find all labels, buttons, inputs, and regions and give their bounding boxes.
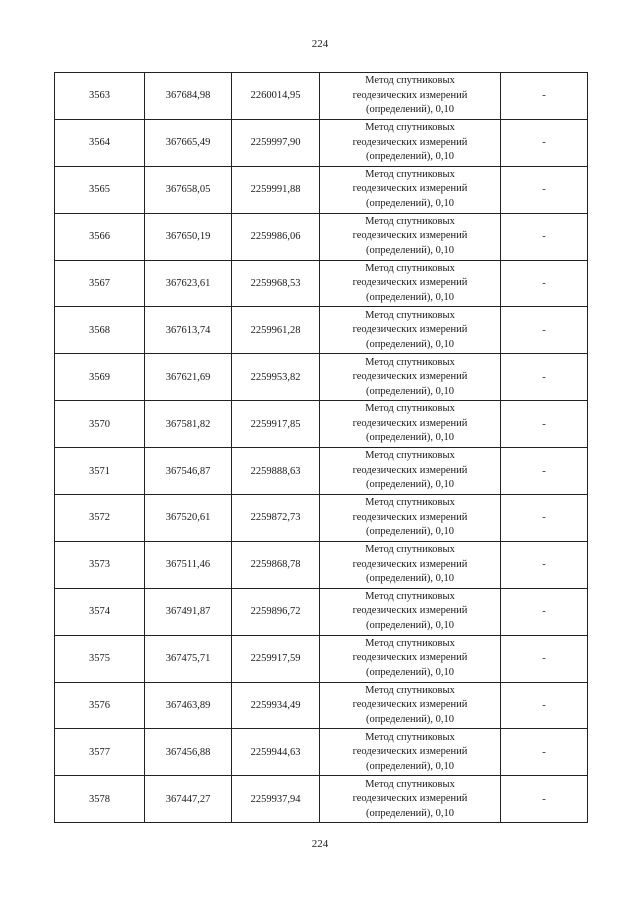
- table-row: [55, 635, 588, 682]
- y-coordinate-cell: 2259986,06: [232, 213, 320, 260]
- method-line: (определений), 0,10: [365, 573, 455, 585]
- method-line: (определений), 0,10: [365, 197, 455, 209]
- method-line: геодезических измерений: [352, 324, 468, 336]
- y-coordinate-cell: 2259888,63: [232, 448, 320, 495]
- table-row: [55, 776, 588, 823]
- method-cell: [320, 776, 501, 823]
- x-coordinate-cell: 367623,61: [145, 260, 232, 307]
- x-coordinate-cell: 367684,98: [145, 73, 232, 120]
- method-line: Метод спутниковых: [365, 262, 455, 274]
- table-row: [55, 401, 588, 448]
- note-cell: -: [501, 307, 588, 354]
- y-coordinate-cell: 2259937,94: [232, 776, 320, 823]
- point-number-cell: 3573: [55, 541, 145, 588]
- table-row: [55, 729, 588, 776]
- x-coordinate-cell: 367621,69: [145, 354, 232, 401]
- x-coordinate-cell: 367456,88: [145, 729, 232, 776]
- point-number-cell: 3567: [55, 260, 145, 307]
- point-number-cell: 3565: [55, 166, 145, 213]
- point-number-cell: 3575: [55, 635, 145, 682]
- method-line: Метод спутниковых: [365, 75, 455, 87]
- note-cell: -: [501, 260, 588, 307]
- y-coordinate-cell: 2259934,49: [232, 682, 320, 729]
- method-line: геодезических измерений: [352, 136, 468, 148]
- method-line: геодезических измерений: [352, 746, 468, 758]
- method-line: Метод спутниковых: [365, 544, 455, 556]
- method-line: геодезических измерений: [352, 464, 468, 476]
- method-line: (определений), 0,10: [365, 338, 455, 350]
- method-line: Метод спутниковых: [365, 684, 455, 696]
- table-row: [55, 307, 588, 354]
- method-cell: [320, 541, 501, 588]
- method-line: геодезических измерений: [352, 183, 468, 195]
- method-line: геодезических измерений: [352, 605, 468, 617]
- method-line: Метод спутниковых: [365, 403, 455, 415]
- table-row: [55, 166, 588, 213]
- y-coordinate-cell: 2259917,85: [232, 401, 320, 448]
- page-number-bottom: 224: [311, 838, 329, 850]
- method-line: Метод спутниковых: [365, 450, 455, 462]
- note-cell: -: [501, 354, 588, 401]
- x-coordinate-cell: 367658,05: [145, 166, 232, 213]
- method-line: Метод спутниковых: [365, 637, 455, 649]
- method-cell: [320, 73, 501, 120]
- method-line: Метод спутниковых: [365, 168, 455, 180]
- method-cell: [320, 260, 501, 307]
- method-cell: [320, 119, 501, 166]
- method-cell: [320, 448, 501, 495]
- note-cell: -: [501, 729, 588, 776]
- point-number-cell: 3570: [55, 401, 145, 448]
- method-line: (определений), 0,10: [365, 526, 455, 538]
- table-row: [55, 260, 588, 307]
- method-cell: [320, 401, 501, 448]
- x-coordinate-cell: 367491,87: [145, 588, 232, 635]
- point-number-cell: 3566: [55, 213, 145, 260]
- note-cell: -: [501, 119, 588, 166]
- method-cell: [320, 213, 501, 260]
- note-cell: -: [501, 776, 588, 823]
- table-row: [55, 448, 588, 495]
- method-line: (определений), 0,10: [365, 666, 455, 678]
- method-line: Метод спутниковых: [365, 356, 455, 368]
- method-line: (определений), 0,10: [365, 432, 455, 444]
- coordinates-table: [54, 72, 588, 823]
- table-row: [55, 682, 588, 729]
- method-line: геодезических измерений: [352, 230, 468, 242]
- point-number-cell: 3564: [55, 119, 145, 166]
- method-line: Метод спутниковых: [365, 215, 455, 227]
- y-coordinate-cell: 2259991,88: [232, 166, 320, 213]
- method-line: (определений), 0,10: [365, 291, 455, 303]
- table-row: [55, 213, 588, 260]
- method-line: геодезических измерений: [352, 652, 468, 664]
- y-coordinate-cell: 2259968,53: [232, 260, 320, 307]
- table-body: [55, 73, 588, 823]
- point-number-cell: 3576: [55, 682, 145, 729]
- method-line: (определений), 0,10: [365, 104, 455, 116]
- point-number-cell: 3574: [55, 588, 145, 635]
- note-cell: -: [501, 213, 588, 260]
- note-cell: -: [501, 73, 588, 120]
- y-coordinate-cell: 2259917,59: [232, 635, 320, 682]
- method-line: геодезических измерений: [352, 558, 468, 570]
- method-line: (определений), 0,10: [365, 151, 455, 163]
- table-row: [55, 541, 588, 588]
- point-number-cell: 3563: [55, 73, 145, 120]
- x-coordinate-cell: 367581,82: [145, 401, 232, 448]
- table-row: [55, 119, 588, 166]
- method-line: геодезических измерений: [352, 277, 468, 289]
- method-cell: [320, 588, 501, 635]
- x-coordinate-cell: 367613,74: [145, 307, 232, 354]
- x-coordinate-cell: 367650,19: [145, 213, 232, 260]
- method-cell: [320, 307, 501, 354]
- point-number-cell: 3578: [55, 776, 145, 823]
- table-row: [55, 588, 588, 635]
- table-row: [55, 354, 588, 401]
- method-line: (определений), 0,10: [365, 619, 455, 631]
- method-line: геодезических измерений: [352, 793, 468, 805]
- method-cell: [320, 635, 501, 682]
- method-line: Метод спутниковых: [365, 778, 455, 790]
- method-line: (определений), 0,10: [365, 385, 455, 397]
- method-cell: [320, 354, 501, 401]
- y-coordinate-cell: 2259961,28: [232, 307, 320, 354]
- x-coordinate-cell: 367546,87: [145, 448, 232, 495]
- method-line: Метод спутниковых: [365, 497, 455, 509]
- method-line: (определений), 0,10: [365, 713, 455, 725]
- note-cell: -: [501, 166, 588, 213]
- y-coordinate-cell: 2260014,95: [232, 73, 320, 120]
- note-cell: -: [501, 682, 588, 729]
- y-coordinate-cell: 2259896,72: [232, 588, 320, 635]
- method-line: (определений), 0,10: [365, 479, 455, 491]
- x-coordinate-cell: 367520,61: [145, 495, 232, 542]
- point-number-cell: 3568: [55, 307, 145, 354]
- x-coordinate-cell: 367475,71: [145, 635, 232, 682]
- x-coordinate-cell: 367665,49: [145, 119, 232, 166]
- page-number-top: 224: [311, 38, 329, 50]
- point-number-cell: 3577: [55, 729, 145, 776]
- method-line: геодезических измерений: [352, 371, 468, 383]
- table-row: [55, 495, 588, 542]
- method-line: Метод спутниковых: [365, 731, 455, 743]
- method-line: геодезических измерений: [352, 417, 468, 429]
- note-cell: -: [501, 495, 588, 542]
- method-line: (определений), 0,10: [365, 760, 455, 772]
- method-line: геодезических измерений: [352, 511, 468, 523]
- table-row: [55, 73, 588, 120]
- method-line: Метод спутниковых: [365, 590, 455, 602]
- point-number-cell: 3571: [55, 448, 145, 495]
- method-line: Метод спутниковых: [365, 122, 455, 134]
- y-coordinate-cell: 2259997,90: [232, 119, 320, 166]
- y-coordinate-cell: 2259868,78: [232, 541, 320, 588]
- method-line: Метод спутниковых: [365, 309, 455, 321]
- y-coordinate-cell: 2259953,82: [232, 354, 320, 401]
- x-coordinate-cell: 367511,46: [145, 541, 232, 588]
- x-coordinate-cell: 367463,89: [145, 682, 232, 729]
- method-line: геодезических измерений: [352, 89, 468, 101]
- method-cell: [320, 729, 501, 776]
- method-line: (определений), 0,10: [365, 244, 455, 256]
- y-coordinate-cell: 2259944,63: [232, 729, 320, 776]
- note-cell: -: [501, 635, 588, 682]
- note-cell: -: [501, 588, 588, 635]
- note-cell: -: [501, 401, 588, 448]
- method-cell: [320, 166, 501, 213]
- x-coordinate-cell: 367447,27: [145, 776, 232, 823]
- point-number-cell: 3569: [55, 354, 145, 401]
- point-number-cell: 3572: [55, 495, 145, 542]
- y-coordinate-cell: 2259872,73: [232, 495, 320, 542]
- method-cell: [320, 495, 501, 542]
- note-cell: -: [501, 448, 588, 495]
- method-line: геодезических измерений: [352, 699, 468, 711]
- method-line: (определений), 0,10: [365, 807, 455, 819]
- method-cell: [320, 682, 501, 729]
- note-cell: -: [501, 541, 588, 588]
